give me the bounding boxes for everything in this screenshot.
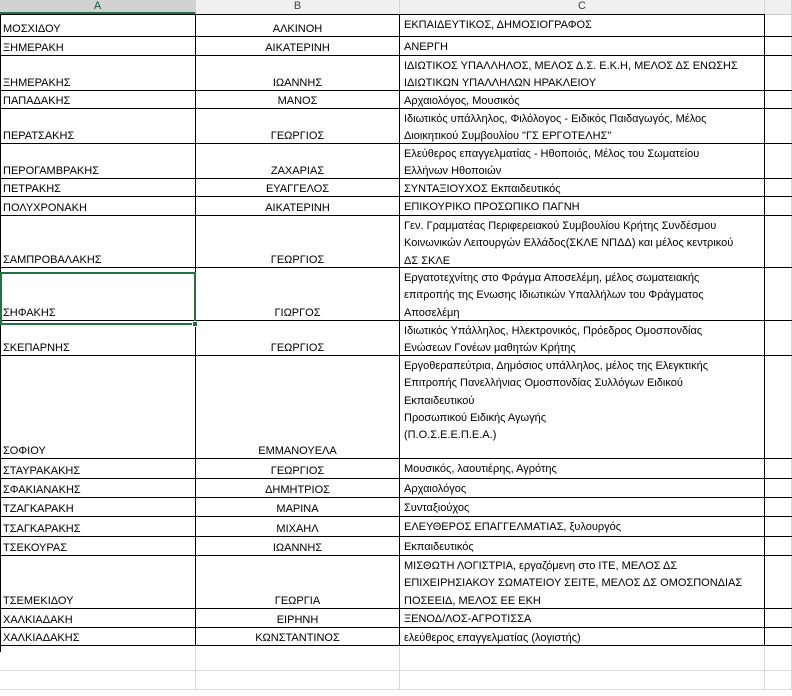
cell-empty[interactable] (765, 144, 792, 178)
cell-first-name[interactable]: ΙΩΑΝΝΗΣ (196, 537, 400, 555)
table-row (0, 268, 792, 321)
cell-empty[interactable] (765, 37, 792, 55)
cell-surname[interactable]: ΣΟΦΙΟΥ (0, 356, 196, 458)
cell-occupation[interactable]: ΜΙΣΘΩΤΗ ΛΟΓΙΣΤΡΙΑ, εργαζόμενη στο ΙΤΕ, ΜΕΛΟΣ ΔΣ ΕΠΙΧΕΙΡΗΣΙΑΚΟΥ ΣΩΜΑΤΕΙΟΥ ΣΕΙΤΕ, ΜΕΛΟΣ ΔΣ ΟΜΟΣΠΟΝΔΙΑΣ ΠΟΣΕΕΙΔ, ΜΕΛΟΣ ΕΕ ΕΚΗ (400, 556, 765, 608)
cell-surname[interactable]: ΞΗΜΕΡΑΚΗ (0, 37, 196, 55)
cell-first-name[interactable]: ΓΕΩΡΓΙΟΣ (196, 216, 400, 267)
cell-surname[interactable]: ΠΕΡΟΓΑΜΒΡΑΚΗΣ (0, 144, 196, 178)
cell-occupation[interactable]: Μουσικός, λαουτιέρης, Αγρότης (400, 459, 765, 478)
table-row (0, 479, 792, 498)
cell-surname[interactable]: ΤΣΕΚΟΥΡΑΣ (0, 537, 196, 555)
cell-empty[interactable] (196, 646, 400, 670)
cell-empty[interactable] (765, 556, 792, 608)
cell-empty[interactable] (765, 91, 792, 108)
cell-occupation[interactable]: Συνταξιούχος (400, 498, 765, 516)
table-row (0, 321, 792, 356)
column-header-row (0, 0, 792, 15)
table-row (0, 37, 792, 56)
cell-first-name[interactable]: ΖΑΧΑΡΙΑΣ (196, 144, 400, 178)
cell-first-name[interactable]: ΜΑΝΟΣ (196, 91, 400, 108)
column-header-b[interactable]: B (196, 0, 400, 14)
cell-surname[interactable]: ΤΖΑΓΚΑΡΑΚΗ (0, 498, 196, 516)
cell-occupation[interactable]: Αρχαιολόγος (400, 479, 765, 497)
cell-first-name[interactable]: ΕΙΡΗΝΗ (196, 609, 400, 627)
cell-first-name[interactable]: ΜΙΧΑΗΛ (196, 517, 400, 536)
cell-surname[interactable]: ΠΕΡΑΤΣΑΚΗΣ (0, 109, 196, 143)
cell-first-name[interactable]: ΕΥΑΓΓΕΛΟΣ (196, 179, 400, 196)
cell-surname[interactable]: ΜΟΣΧΙΔΟΥ (0, 15, 196, 36)
cell-first-name[interactable]: ΜΑΡΙΝΑ (196, 498, 400, 516)
cell-empty[interactable] (765, 537, 792, 555)
cell-empty[interactable] (0, 671, 196, 689)
table-row (0, 459, 792, 479)
table-row (0, 356, 792, 459)
cell-surname[interactable]: ΣΦΑΚΙΑΝΑΚΗΣ (0, 479, 196, 497)
cell-empty[interactable] (765, 609, 792, 627)
cell-surname[interactable]: ΣΚΕΠΑΡΝΗΣ (0, 321, 196, 355)
cell-empty[interactable] (765, 56, 792, 90)
cell-occupation[interactable]: Ελεύθερος επαγγελματίας - Ηθοποιός, Μέλος του Σωματείου Ελλήνων Ηθοποιών (400, 144, 765, 178)
cell-first-name[interactable]: ΑΙΚΑΤΕΡΙΝΗ (196, 37, 400, 55)
cell-occupation[interactable]: ΑΝΕΡΓΗ (400, 37, 765, 55)
cell-first-name[interactable]: ΓΙΩΡΓΟΣ (196, 268, 400, 320)
table-left-border (0, 14, 1, 652)
cell-occupation[interactable]: Εργοθεραπεύτρια, Δημόσιος υπάλληλος, μέλος της Ελεγκτικής Επιτροπής Πανελλήνιας Ομοσπονδίας Συλλόγων Ειδικού Εκπαιδευτικού Προσωπικού Ειδικής Αγωγής (Π.Ο.Σ.Ε.Ε.Π.Ε.Α.) (400, 356, 765, 458)
cell-occupation[interactable]: ΕΛΕΥΘΕΡΟΣ ΕΠΑΓΓΕΛΜΑΤΙΑΣ, ξυλουργός (400, 517, 765, 536)
cell-surname[interactable]: ΧΑΛΚΙΑΔΑΚΗ (0, 609, 196, 627)
cell-occupation[interactable]: Γεν. Γραμματέας Περιφερειακού Συμβουλίου Κρήτης Συνδέσμου Κοινωνικών Λειτουργών Ελλάδος(ΣΚΛΕ ΝΠΔΔ) και μέλος κεντρικού ΔΣ ΣΚΛΕ (400, 216, 765, 267)
cell-surname[interactable]: ΤΣΕΜΕΚΙΔΟΥ (0, 556, 196, 608)
cell-first-name[interactable]: ΙΩΑΝΝΗΣ (196, 56, 400, 90)
table-row (0, 144, 792, 179)
cell-occupation[interactable]: Ιδιωτικός Υπάλληλος, Ηλεκτρονικός, Πρόεδρος Ομοσπονδίας Ενώσεων Γονέων μαθητών Κρήτης (400, 321, 765, 355)
table-row (0, 197, 792, 216)
cell-surname[interactable]: ΤΣΑΓΚΑΡΑΚΗΣ (0, 517, 196, 536)
cell-empty[interactable] (765, 109, 792, 143)
cell-first-name[interactable]: ΑΙΚΑΤΕΡΙΝΗ (196, 197, 400, 215)
table-row (0, 537, 792, 556)
cell-surname[interactable]: ΞΗΜΕΡΑΚΗΣ (0, 56, 196, 90)
table-row (0, 15, 792, 37)
cell-occupation[interactable]: ΕΠΙΚΟΥΡΙΚΟ ΠΡΟΣΩΠΙΚΟ ΠΑΓΝΗ (400, 197, 765, 215)
column-header-a[interactable]: A (0, 0, 196, 14)
cell-first-name[interactable]: ΓΕΩΡΓΙΑ (196, 556, 400, 608)
cell-occupation[interactable]: Ιδιωτικός υπάλληλος, Φιλόλογος - Ειδικός Παιδαγωγός, Μέλος Διοικητικού Συμβουλίου "ΓΣ ΕΡΓΟΤΕΛΗΣ" (400, 109, 765, 143)
cell-empty[interactable] (0, 646, 196, 670)
cell-empty[interactable] (765, 179, 792, 196)
fill-handle[interactable] (192, 321, 198, 327)
table-row (0, 216, 792, 268)
cell-empty[interactable] (765, 671, 792, 689)
cell-surname[interactable]: ΣΤΑΥΡΑΚΑΚΗΣ (0, 459, 196, 478)
table-row (0, 556, 792, 609)
empty-row (0, 671, 792, 690)
cell-occupation[interactable]: ΞΕΝΟΔ/ΛΟΣ-ΑΓΡΟΤΙΣΣΑ (400, 609, 765, 627)
cell-empty[interactable] (765, 216, 792, 267)
cell-surname[interactable]: ΠΕΤΡΑΚΗΣ (0, 179, 196, 196)
cell-occupation[interactable]: ελεύθερος επαγγελματίας (λογιστής) (400, 628, 765, 645)
cell-surname[interactable]: ΠΑΠΑΔΑΚΗΣ (0, 91, 196, 108)
cell-surname[interactable]: ΧΑΛΚΙΑΔΑΚΗΣ (0, 628, 196, 645)
cell-empty[interactable] (765, 197, 792, 215)
table-row (0, 517, 792, 537)
cell-surname[interactable]: ΣΑΜΠΡΟΒΑΛΑΚΗΣ (0, 216, 196, 267)
cell-empty[interactable] (196, 671, 400, 689)
table-top-border (0, 14, 765, 15)
cell-first-name[interactable]: ΔΗΜΗΤΡΙΟΣ (196, 479, 400, 497)
empty-row (0, 646, 792, 671)
cell-empty[interactable] (765, 498, 792, 516)
cell-occupation[interactable]: ΙΔΙΩΤΙΚΟΣ ΥΠΑΛΛΗΛΟΣ, ΜΕΛΟΣ Δ.Σ. Ε.Κ.Η, ΜΕΛΟΣ ΔΣ ΕΝΩΣΗΣ ΙΔΙΩΤΙΚΩΝ ΥΠΑΛΛΗΛΩΝ ΗΡΑΚΛΕΙΟΥ (400, 56, 765, 90)
cell-empty[interactable] (765, 479, 792, 497)
cell-surname[interactable]: ΣΗΦΑΚΗΣ (0, 268, 196, 320)
cell-empty[interactable] (765, 268, 792, 320)
cell-empty[interactable] (400, 671, 765, 689)
column-header-c[interactable]: C (400, 0, 765, 14)
column-header-d[interactable] (765, 0, 792, 14)
cell-empty[interactable] (765, 356, 792, 458)
cell-first-name[interactable]: ΕΜΜΑΝΟΥΕΛΑ (196, 356, 400, 458)
table-row (0, 179, 792, 197)
table-row (0, 498, 792, 517)
cell-occupation[interactable]: ΕΚΠΑΙΔΕΥΤΙΚΟΣ, ΔΗΜΟΣΙΟΓΡΑΦΟΣ (400, 15, 765, 36)
table-row (0, 56, 792, 91)
cell-occupation[interactable]: Εργατοτεχνίτης στο Φράγμα Αποσελέμη, μέλος σωματειακής επιτροπής της Ενωσης Ιδιωτικών Υπαλλήλων του Φράγματος Αποσελέμη (400, 268, 765, 320)
table-row (0, 109, 792, 144)
cell-empty[interactable] (765, 15, 792, 36)
table-row (0, 628, 792, 646)
cell-empty[interactable] (765, 628, 792, 645)
cell-first-name[interactable]: ΓΕΩΡΓΙΟΣ (196, 321, 400, 355)
table-row (0, 91, 792, 109)
cell-first-name[interactable]: ΓΕΩΡΓΙΟΣ (196, 109, 400, 143)
cell-first-name[interactable]: ΚΩΝΣΤΑΝΤΙΝΟΣ (196, 628, 400, 645)
cell-empty[interactable] (765, 646, 792, 670)
cell-surname[interactable]: ΠΟΛΥΧΡΟΝΑΚΗ (0, 197, 196, 215)
cell-occupation[interactable]: ΣΥΝΤΑΞΙΟΥΧΟΣ Εκπαιδευτικός (400, 179, 765, 196)
cell-empty[interactable] (400, 646, 765, 670)
cell-empty[interactable] (765, 517, 792, 536)
cell-first-name[interactable]: ΓΕΩΡΓΙΟΣ (196, 459, 400, 478)
cell-occupation[interactable]: Εκπαιδευτικός (400, 537, 765, 555)
table-row (0, 609, 792, 628)
cell-empty[interactable] (765, 321, 792, 355)
cell-occupation[interactable]: Αρχαιολόγος, Μουσικός (400, 91, 765, 108)
cell-empty[interactable] (765, 459, 792, 478)
cell-first-name[interactable]: ΑΛΚΙΝΟΗ (196, 15, 400, 36)
